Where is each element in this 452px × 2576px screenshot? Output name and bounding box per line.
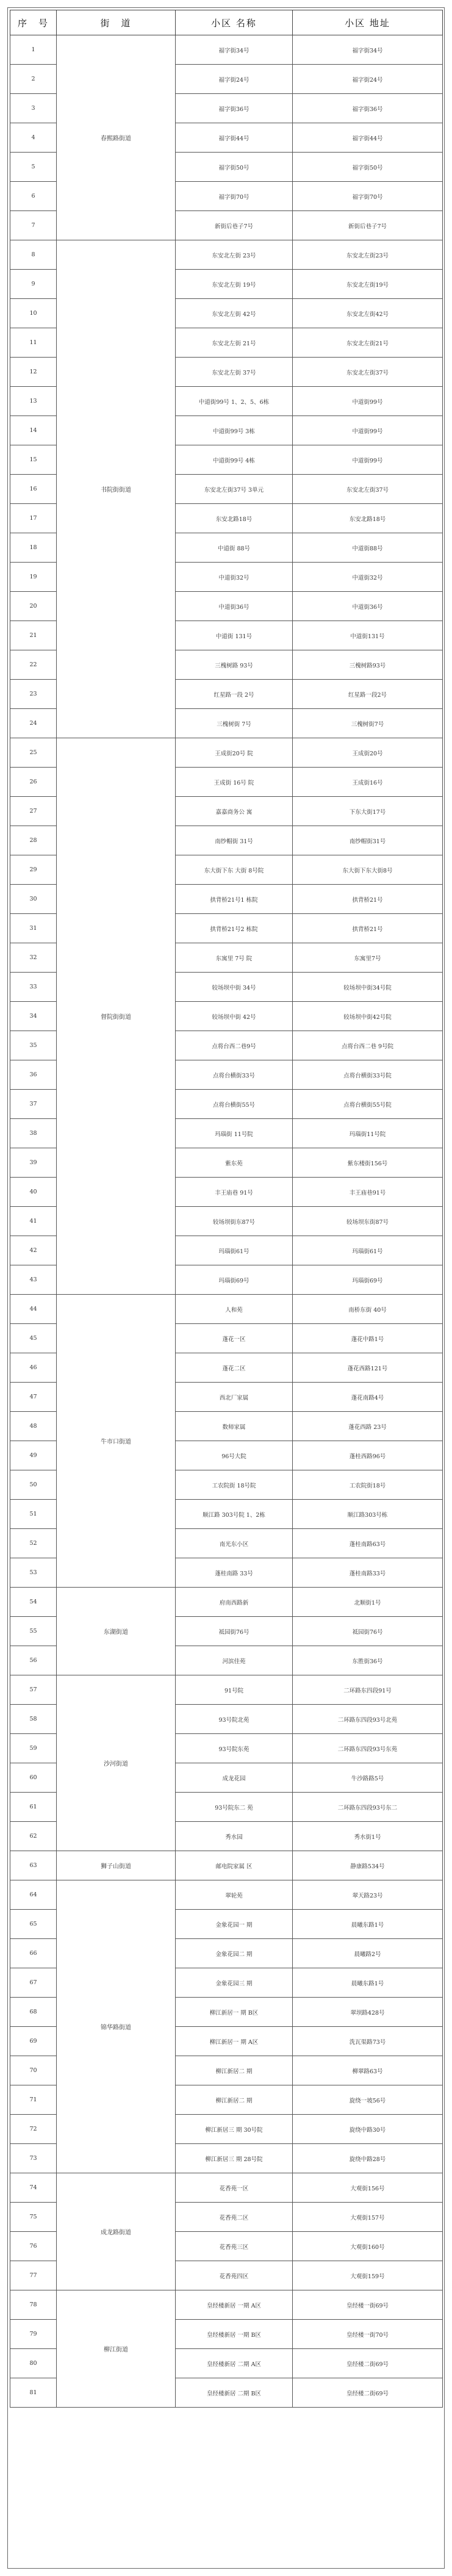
- community-name: 翠轮苑: [176, 1880, 293, 1910]
- community-name: 柳江新居二 期: [176, 2085, 293, 2115]
- community-address: 下东大街17号: [293, 797, 443, 826]
- street-name: 书院街街道: [57, 240, 176, 738]
- community-name: 柳江新居三 期 30号院: [176, 2115, 293, 2144]
- community-name: 柳江新居一 期 B区: [176, 1998, 293, 2027]
- row-index: 27: [10, 797, 57, 826]
- community-name: 三槐树路 93号: [176, 650, 293, 680]
- community-name: 成龙花园: [176, 1763, 293, 1793]
- community-name: 蓬桂南路 33号: [176, 1558, 293, 1588]
- community-address: 晨曦东路1号: [293, 1910, 443, 1939]
- community-address: 皇经楼一街70号: [293, 2320, 443, 2349]
- community-name: 工农院街 18号院: [176, 1470, 293, 1500]
- community-address: 二环路东四段93号北苑: [293, 1705, 443, 1734]
- row-index: 54: [10, 1588, 57, 1617]
- community-name: 嘉嘉商务公 寓: [176, 797, 293, 826]
- community-name: 皇经楼新居 二期 B区: [176, 2378, 293, 2408]
- table-row: [10, 1588, 443, 1617]
- community-address: 福字街36号: [293, 94, 443, 123]
- community-name: 福字街24号: [176, 65, 293, 94]
- row-index: 21: [10, 621, 57, 650]
- community-address: 丰王庙巷91号: [293, 1178, 443, 1207]
- row-index: 9: [10, 270, 57, 299]
- community-name: 中道街99号 4栋: [176, 445, 293, 475]
- community-name: 花香苑一区: [176, 2173, 293, 2203]
- community-name: 红星路一段 2号: [176, 680, 293, 709]
- community-address: 东安北左街37号: [293, 358, 443, 387]
- row-index: 39: [10, 1148, 57, 1178]
- row-index: 64: [10, 1880, 57, 1910]
- community-address: 皇经楼二街69号: [293, 2378, 443, 2408]
- row-index: 46: [10, 1353, 57, 1383]
- row-index: 25: [10, 738, 57, 768]
- community-name: 王成街 16号 院: [176, 768, 293, 797]
- community-name: 数师家属: [176, 1412, 293, 1441]
- community-address: 三槐树街7号: [293, 709, 443, 738]
- community-name: 皇经楼新居 一期 A区: [176, 2290, 293, 2320]
- community-name: 93号院北苑: [176, 1705, 293, 1734]
- header-index: 序 号: [10, 10, 57, 35]
- community-address: 较场坝中街34号院: [293, 973, 443, 1002]
- row-index: 41: [10, 1207, 57, 1236]
- community-address: 翠天路23号: [293, 1880, 443, 1910]
- street-name: 成龙路街道: [57, 2173, 176, 2290]
- street-name: 狮子山街道: [57, 1851, 176, 1880]
- row-index: 81: [10, 2378, 57, 2408]
- row-index: 34: [10, 1002, 57, 1031]
- row-index: 52: [10, 1529, 57, 1558]
- community-name: 福字街50号: [176, 153, 293, 182]
- community-name: 人和苑: [176, 1295, 293, 1324]
- row-index: 31: [10, 914, 57, 943]
- community-address: 东胜街36号: [293, 1646, 443, 1675]
- community-name: 花香苑三区: [176, 2232, 293, 2261]
- row-index: 5: [10, 153, 57, 182]
- community-name: 三槐树街 7号: [176, 709, 293, 738]
- street-name: 春熙路街道: [57, 35, 176, 240]
- community-address: 东寓里7号: [293, 943, 443, 973]
- row-index: 60: [10, 1763, 57, 1793]
- community-address: 祗园街76号: [293, 1617, 443, 1646]
- community-name: 紫东苑: [176, 1148, 293, 1178]
- row-index: 72: [10, 2115, 57, 2144]
- community-address: 工农院街18号: [293, 1470, 443, 1500]
- row-index: 38: [10, 1119, 57, 1148]
- row-index: 73: [10, 2144, 57, 2173]
- row-index: 35: [10, 1031, 57, 1060]
- community-address: 二环路东四段93号东二: [293, 1793, 443, 1822]
- row-index: 1: [10, 35, 57, 65]
- row-index: 22: [10, 650, 57, 680]
- row-index: 10: [10, 299, 57, 328]
- row-index: 70: [10, 2056, 57, 2085]
- row-index: 29: [10, 855, 57, 885]
- row-index: 47: [10, 1383, 57, 1412]
- row-index: 53: [10, 1558, 57, 1588]
- row-index: 66: [10, 1939, 57, 1968]
- community-name: 府南西路新: [176, 1588, 293, 1617]
- community-name: 玛瑙街 11号院: [176, 1119, 293, 1148]
- community-name: 中道街99号 3栋: [176, 416, 293, 445]
- community-address: 东安北左街37号: [293, 475, 443, 504]
- community-address: 大观街159号: [293, 2261, 443, 2290]
- community-name: 较场坝中街 34号: [176, 973, 293, 1002]
- row-index: 51: [10, 1500, 57, 1529]
- community-name: 中道街 88号: [176, 533, 293, 563]
- community-address: 王成街20号: [293, 738, 443, 768]
- community-name: 柳江新居一 期 A区: [176, 2027, 293, 2056]
- community-address: 蓬花南路4号: [293, 1383, 443, 1412]
- community-address: 旋绕一坡56号: [293, 2085, 443, 2115]
- row-index: 16: [10, 475, 57, 504]
- community-name: 中道街36号: [176, 592, 293, 621]
- community-address: 紫东楼街156号: [293, 1148, 443, 1178]
- community-name: 福字街34号: [176, 35, 293, 65]
- community-address: 玛瑙街69号: [293, 1265, 443, 1295]
- row-index: 45: [10, 1324, 57, 1353]
- community-address: 柳翠路63号: [293, 2056, 443, 2085]
- community-address: 中道街32号: [293, 563, 443, 592]
- community-name: 东安北左街 37号: [176, 358, 293, 387]
- community-name: 点将台西二巷9号: [176, 1031, 293, 1060]
- community-address: 较场坝中街42号院: [293, 1002, 443, 1031]
- row-index: 44: [10, 1295, 57, 1324]
- community-address: 皇经楼一街69号: [293, 2290, 443, 2320]
- row-index: 56: [10, 1646, 57, 1675]
- row-index: 18: [10, 533, 57, 563]
- row-index: 71: [10, 2085, 57, 2115]
- community-address: 拱背桥21号: [293, 885, 443, 914]
- community-name: 邮电院家属 区: [176, 1851, 293, 1880]
- community-address: 中道街88号: [293, 533, 443, 563]
- community-address: 北顺街1号: [293, 1588, 443, 1617]
- community-name: 西北厂家属: [176, 1383, 293, 1412]
- community-address: 东大街下东大街8号: [293, 855, 443, 885]
- community-name: 王成街20号 院: [176, 738, 293, 768]
- row-index: 57: [10, 1675, 57, 1705]
- community-address: 福字街34号: [293, 35, 443, 65]
- community-name: 点将台横街55号: [176, 1090, 293, 1119]
- community-address: 较场坝东街87号: [293, 1207, 443, 1236]
- community-name: 中道街99号 1、2、5、6栋: [176, 387, 293, 416]
- community-address: 中道街36号: [293, 592, 443, 621]
- community-name: 东安北左街37号 3单元: [176, 475, 293, 504]
- row-index: 49: [10, 1441, 57, 1470]
- community-address: 新街后巷子7号: [293, 211, 443, 240]
- row-index: 6: [10, 182, 57, 211]
- community-address: 东安北左街23号: [293, 240, 443, 270]
- community-address: 皇经楼二街69号: [293, 2349, 443, 2378]
- community-address: 晨曦东路1号: [293, 1968, 443, 1998]
- street-name: 沙河街道: [57, 1675, 176, 1851]
- community-address: 蓬花中路1号: [293, 1324, 443, 1353]
- row-index: 15: [10, 445, 57, 475]
- row-index: 8: [10, 240, 57, 270]
- table-row: [10, 1675, 443, 1705]
- community-address: 福字街24号: [293, 65, 443, 94]
- table-row: [10, 738, 443, 768]
- community-address: 旋绕中路30号: [293, 2115, 443, 2144]
- header-community-address: 小区 地址: [293, 10, 443, 35]
- row-index: 76: [10, 2232, 57, 2261]
- community-name: 玛瑙街69号: [176, 1265, 293, 1295]
- row-index: 32: [10, 943, 57, 973]
- row-index: 12: [10, 358, 57, 387]
- community-address: 秀水街1号: [293, 1822, 443, 1851]
- community-name: 东安北左街 42号: [176, 299, 293, 328]
- community-name: 新街后巷子7号: [176, 211, 293, 240]
- community-address: 蓬桂南路33号: [293, 1558, 443, 1588]
- row-index: 67: [10, 1968, 57, 1998]
- community-address: 中道街99号: [293, 416, 443, 445]
- row-index: 42: [10, 1236, 57, 1265]
- community-name: 花香苑四区: [176, 2261, 293, 2290]
- community-address: 大观街157号: [293, 2203, 443, 2232]
- community-address: 中道街131号: [293, 621, 443, 650]
- community-address: 点将台横街33号院: [293, 1060, 443, 1090]
- row-index: 33: [10, 973, 57, 1002]
- row-index: 58: [10, 1705, 57, 1734]
- community-name: 东安北路18号: [176, 504, 293, 533]
- row-index: 19: [10, 563, 57, 592]
- row-index: 68: [10, 1998, 57, 2027]
- community-address: 蓬桂西路96号: [293, 1441, 443, 1470]
- community-name: 东安北左街 19号: [176, 270, 293, 299]
- community-address: 福字街50号: [293, 153, 443, 182]
- community-name: 南光东小区: [176, 1529, 293, 1558]
- community-address: 东安北左街21号: [293, 328, 443, 358]
- row-index: 4: [10, 123, 57, 153]
- community-address: 顺江路303号栋: [293, 1500, 443, 1529]
- row-index: 77: [10, 2261, 57, 2290]
- row-index: 78: [10, 2290, 57, 2320]
- community-address: 点将台横街55号院: [293, 1090, 443, 1119]
- community-name: 东寓里 7号 院: [176, 943, 293, 973]
- community-name: 南纱帽街 31号: [176, 826, 293, 855]
- community-name: 福字街44号: [176, 123, 293, 153]
- community-name: 较场坝街东87号: [176, 1207, 293, 1236]
- community-name: 93号院东二 苑: [176, 1793, 293, 1822]
- community-table: [10, 10, 443, 2408]
- community-address: 大观街160号: [293, 2232, 443, 2261]
- row-index: 43: [10, 1265, 57, 1295]
- community-address: 南桥东街 40号: [293, 1295, 443, 1324]
- community-name: 较场坝中街 42号: [176, 1002, 293, 1031]
- community-name: 丰王庙巷 91号: [176, 1178, 293, 1207]
- community-address: 南纱帽街31号: [293, 826, 443, 855]
- row-index: 13: [10, 387, 57, 416]
- community-name: 蓬花一区: [176, 1324, 293, 1353]
- row-index: 55: [10, 1617, 57, 1646]
- row-index: 59: [10, 1734, 57, 1763]
- community-address: 福字街70号: [293, 182, 443, 211]
- community-name: 93号院东苑: [176, 1734, 293, 1763]
- row-index: 3: [10, 94, 57, 123]
- row-index: 40: [10, 1178, 57, 1207]
- row-index: 2: [10, 65, 57, 94]
- row-index: 23: [10, 680, 57, 709]
- community-address: 旋绕中路28号: [293, 2144, 443, 2173]
- row-index: 48: [10, 1412, 57, 1441]
- row-index: 75: [10, 2203, 57, 2232]
- community-address: 大观街156号: [293, 2173, 443, 2203]
- community-address: 蓬花西路121号: [293, 1353, 443, 1383]
- row-index: 37: [10, 1090, 57, 1119]
- community-address: 东安北左街42号: [293, 299, 443, 328]
- street-name: 柳江街道: [57, 2290, 176, 2408]
- community-address: 王成街16号: [293, 768, 443, 797]
- community-name: 皇经楼新居 一期 B区: [176, 2320, 293, 2349]
- community-name: 点将台横街33号: [176, 1060, 293, 1090]
- community-address: 玛瑙街61号: [293, 1236, 443, 1265]
- community-name: 蓬花二区: [176, 1353, 293, 1383]
- community-name: 皇经楼新居 二期 A区: [176, 2349, 293, 2378]
- row-index: 65: [10, 1910, 57, 1939]
- row-index: 69: [10, 2027, 57, 2056]
- table-row: [10, 1880, 443, 1910]
- community-name: 花香苑二区: [176, 2203, 293, 2232]
- row-index: 20: [10, 592, 57, 621]
- community-address: 牛沙路路5号: [293, 1763, 443, 1793]
- community-name: 柳江新居二 期: [176, 2056, 293, 2085]
- community-address: 蓬花西路 23号: [293, 1412, 443, 1441]
- row-index: 61: [10, 1793, 57, 1822]
- table-body: [10, 35, 443, 2408]
- community-address: 福字街44号: [293, 123, 443, 153]
- row-index: 50: [10, 1470, 57, 1500]
- community-name: 玛瑙街61号: [176, 1236, 293, 1265]
- row-index: 74: [10, 2173, 57, 2203]
- row-index: 7: [10, 211, 57, 240]
- table-row: [10, 35, 443, 65]
- community-address: 玛瑙街11号院: [293, 1119, 443, 1148]
- row-index: 26: [10, 768, 57, 797]
- community-address: 晨曦路2号: [293, 1939, 443, 1968]
- community-address: 点将台西二巷 9号院: [293, 1031, 443, 1060]
- table-row: [10, 1851, 443, 1880]
- community-address: 静康路534号: [293, 1851, 443, 1880]
- community-table-sheet: [10, 10, 442, 2408]
- community-name: 91号院: [176, 1675, 293, 1705]
- row-index: 36: [10, 1060, 57, 1090]
- row-index: 11: [10, 328, 57, 358]
- community-address: 红星路一段2号: [293, 680, 443, 709]
- community-name: 东安北左街 23号: [176, 240, 293, 270]
- table-row: [10, 1295, 443, 1324]
- community-address: 中道街99号: [293, 445, 443, 475]
- community-name: 秀水园: [176, 1822, 293, 1851]
- community-name: 柳江新居三 期 28号院: [176, 2144, 293, 2173]
- community-name: 金象花园三 期: [176, 1968, 293, 1998]
- community-address: 二环路东四段93号东苑: [293, 1734, 443, 1763]
- header-row: [10, 10, 443, 35]
- row-index: 79: [10, 2320, 57, 2349]
- community-name: 河滨佳苑: [176, 1646, 293, 1675]
- community-address: 二环路东四段91号: [293, 1675, 443, 1705]
- community-name: 顺江路 303号院 1、2栋: [176, 1500, 293, 1529]
- row-index: 24: [10, 709, 57, 738]
- row-index: 28: [10, 826, 57, 855]
- street-name: 督院街街道: [57, 738, 176, 1295]
- community-name: 96号大院: [176, 1441, 293, 1470]
- header-community-name: 小区 名称: [176, 10, 293, 35]
- community-name: 东安北左街 21号: [176, 328, 293, 358]
- community-name: 拱背桥21号2 栋院: [176, 914, 293, 943]
- community-address: 拱背桥21号: [293, 914, 443, 943]
- community-name: 东大街下东 大街 8号院: [176, 855, 293, 885]
- header-street: 街 道: [57, 10, 176, 35]
- community-name: 中道街32号: [176, 563, 293, 592]
- community-name: 福字街70号: [176, 182, 293, 211]
- community-address: 蓬桂南路63号: [293, 1529, 443, 1558]
- row-index: 80: [10, 2349, 57, 2378]
- street-name: 锦华路街道: [57, 1880, 176, 2173]
- community-address: 东安北左街19号: [293, 270, 443, 299]
- community-name: 金象花园二 期: [176, 1939, 293, 1968]
- community-name: 福字街36号: [176, 94, 293, 123]
- community-address: 中道街99号: [293, 387, 443, 416]
- row-index: 63: [10, 1851, 57, 1880]
- community-name: 祗园街76号: [176, 1617, 293, 1646]
- table-row: [10, 240, 443, 270]
- street-name: 东湖街道: [57, 1588, 176, 1675]
- row-index: 14: [10, 416, 57, 445]
- community-name: 中道街 131号: [176, 621, 293, 650]
- row-index: 17: [10, 504, 57, 533]
- community-address: 翠坝路428号: [293, 1998, 443, 2027]
- street-name: 牛市口街道: [57, 1295, 176, 1588]
- table-row: [10, 2173, 443, 2203]
- table-row: [10, 2290, 443, 2320]
- row-index: 30: [10, 885, 57, 914]
- community-address: 东安北路18号: [293, 504, 443, 533]
- community-address: 三槐树路93号: [293, 650, 443, 680]
- row-index: 62: [10, 1822, 57, 1851]
- community-address: 洗瓦渠路73号: [293, 2027, 443, 2056]
- community-name: 拱背桥21号1 栋院: [176, 885, 293, 914]
- community-name: 金象花园一 期: [176, 1910, 293, 1939]
